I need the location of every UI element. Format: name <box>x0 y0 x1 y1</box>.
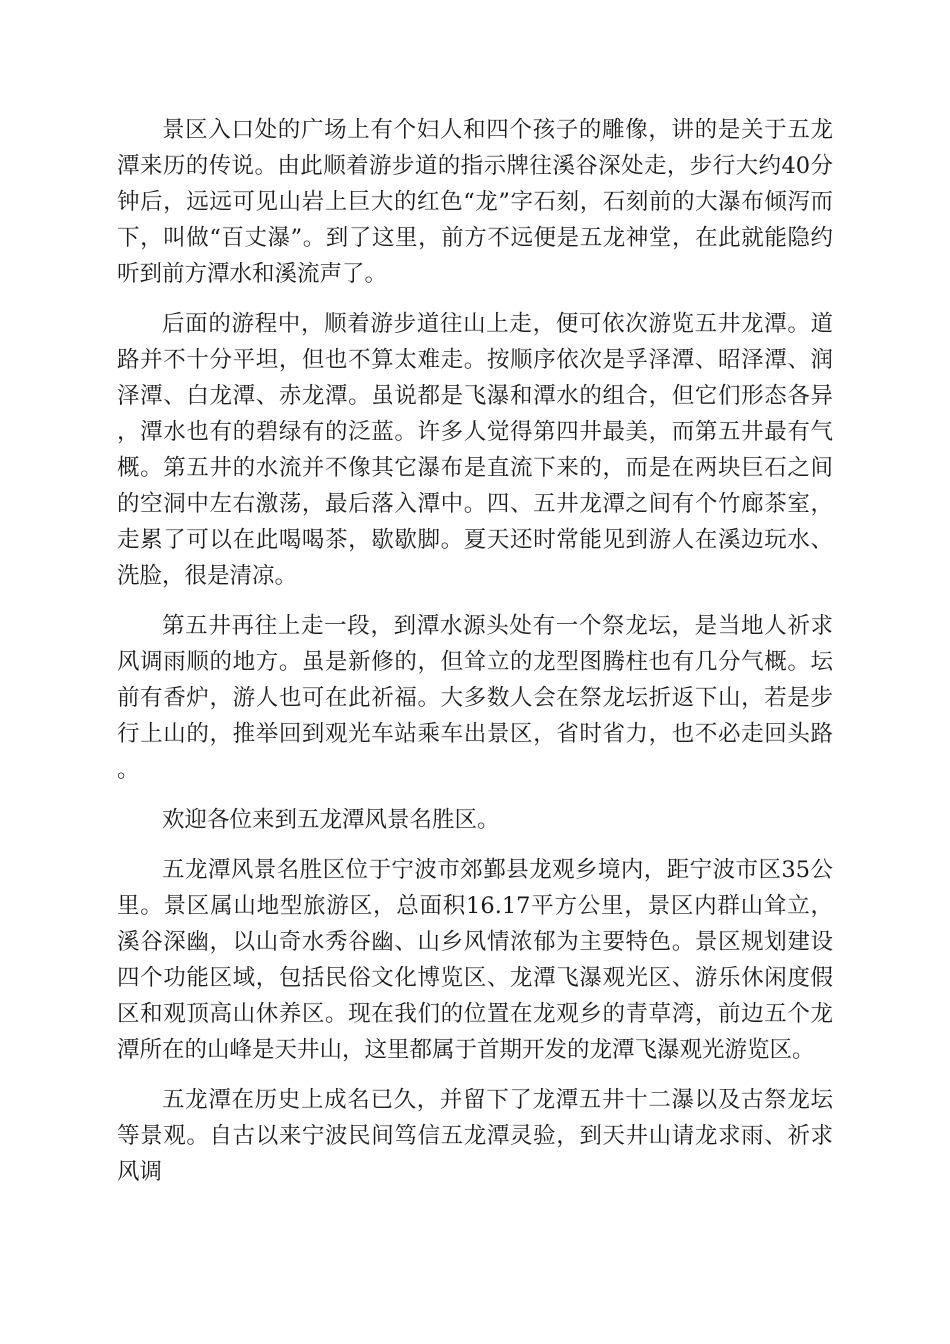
paragraph-gap <box>117 1068 833 1082</box>
paragraph-gap <box>117 594 833 608</box>
document-body <box>117 112 833 1190</box>
paragraph-5: 五龙潭风景名胜区位于宁波市郊鄞县龙观乡境内，距宁波市区35公里。景区属山地型旅游区，总面积16.17平方公里，景区内群山耸立，溪谷深幽，以山奇水秀谷幽、山乡风情浓郁为主要特色。景区规划建设四个功能区域，包括民俗文化博览区、龙潭飞瀑观光区、游乐休闲度假区和观顶高山休养区。现在我们的位置在龙观乡的青草湾，前边五个龙潭所在的山峰是天井山，这里都属于首期开发的龙潭飞瀑观光游览区。 <box>117 857 833 1063</box>
paragraph-gap <box>117 838 833 852</box>
paragraph-2: 后面的游程中，顺着游步道往山上走，便可依次游览五井龙潭。道路并不十分平坦，但也不算太难走。按顺序依次是孚泽潭、昭泽潭、润泽潭、白龙潭、赤龙潭。虽说都是飞瀑和潭水的组合，但它们形态各异，潭水也有的碧绿有的泛蓝。许多人觉得第四井最美，而第五井最有气概。第五井的水流并不像其它瀑布是直流下来的，而是在两块巨石之间的空洞中左右激荡，最后落入潭中。四、五井龙潭之间有个竹廊茶室，走累了可以在此喝喝茶，歇歇脚。夏天还时常能见到游人在溪边玩水、洗脸，很是清凉。 <box>117 311 833 589</box>
paragraph-gap <box>117 788 833 802</box>
paragraph-gap <box>117 292 833 306</box>
paragraph-4: 欢迎各位来到五龙潭风景名胜区。 <box>162 807 500 833</box>
paragraph-1: 景区入口处的广场上有个妇人和四个孩子的雕像，讲的是关于五龙潭来历的传说。由此顺着游步道的指示牌往溪谷深处走，步行大约40分钟后，远远可见山岩上巨大的红色“龙”字石刻，石刻前的大瀑布倾泻而下，叫做“百丈瀑”。到了这里，前方不远便是五龙神堂，在此就能隐约听到前方潭水和溪流声了。 <box>117 117 833 287</box>
paragraph-3: 第五井再往上走一段，到潭水源头处有一个祭龙坛，是当地人祈求风调雨顺的地方。虽是新修的，但耸立的龙型图腾柱也有几分气概。坛前有香炉，游人也可在此祈福。大多数人会在祭龙坛折返下山，若是步行上山的，推举回到观光车站乘车出景区，省时省力，也不必走回头路。 <box>117 613 833 783</box>
paragraph-6: 五龙潭在历史上成名已久，并留下了龙潭五井十二瀑以及古祭龙坛等景观。自古以来宁波民间笃信五龙潭灵验，到天井山请龙求雨、祈求风调 <box>117 1087 833 1185</box>
